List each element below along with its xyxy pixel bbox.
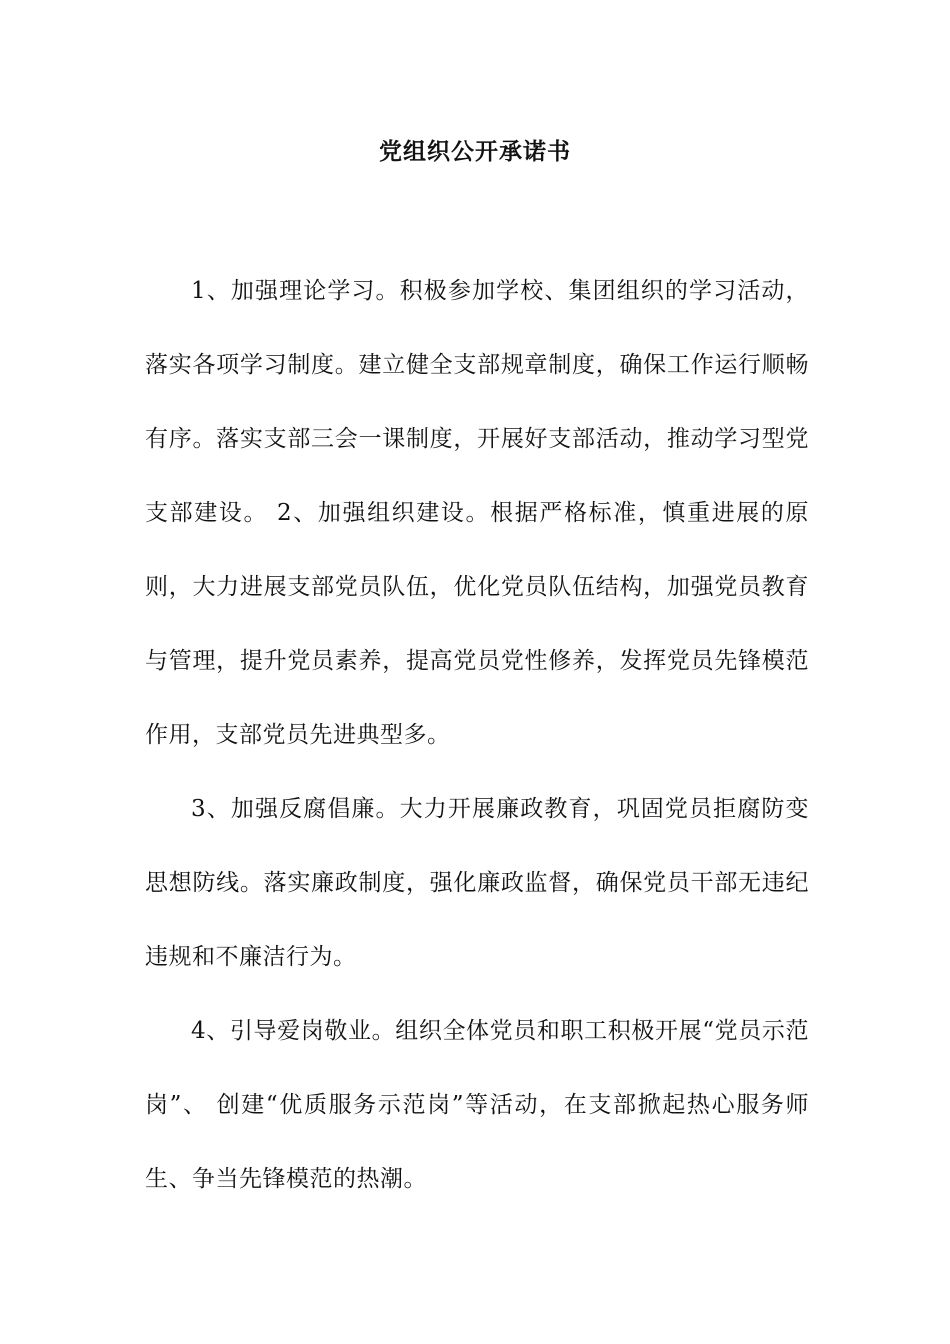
paragraph-dedication: 4、引导爱岗敬业。组织全体党员和职工积极开展“党员示范岗”、 创建“优质服务示范岗”等活动，在支部掀起热心服务师生、争当先锋模范的热潮。 [145, 1018, 809, 1192]
document-body [145, 254, 809, 1216]
document-title: 党组织公开承诺书 [379, 138, 571, 165]
paragraph-anti-corruption: 3、加强反腐倡廉。大力开展廉政教育，巩固党员拒腐防变思想防线。落实廉政制度，强化廉政监督，确保党员干部无违纪违规和不廉洁行为。 [145, 796, 809, 970]
paragraph-study-and-organization: 1、加强理论学习。积极参加学校、集团组织的学习活动，落实各项学习制度。建立健全支部规章制度，确保工作运行顺畅有序。落实支部三会一课制度，开展好支部活动，推动学习型党支部建设。 2、加强组织建设。根据严格标准，慎重进展的原则，大力进展支部党员队伍，优化党员队伍结构，加强党员教育与管理，提升党员素养，提高党员党性修养，发挥党员先锋模范作用，支部党员先进典型多。 [145, 278, 809, 748]
